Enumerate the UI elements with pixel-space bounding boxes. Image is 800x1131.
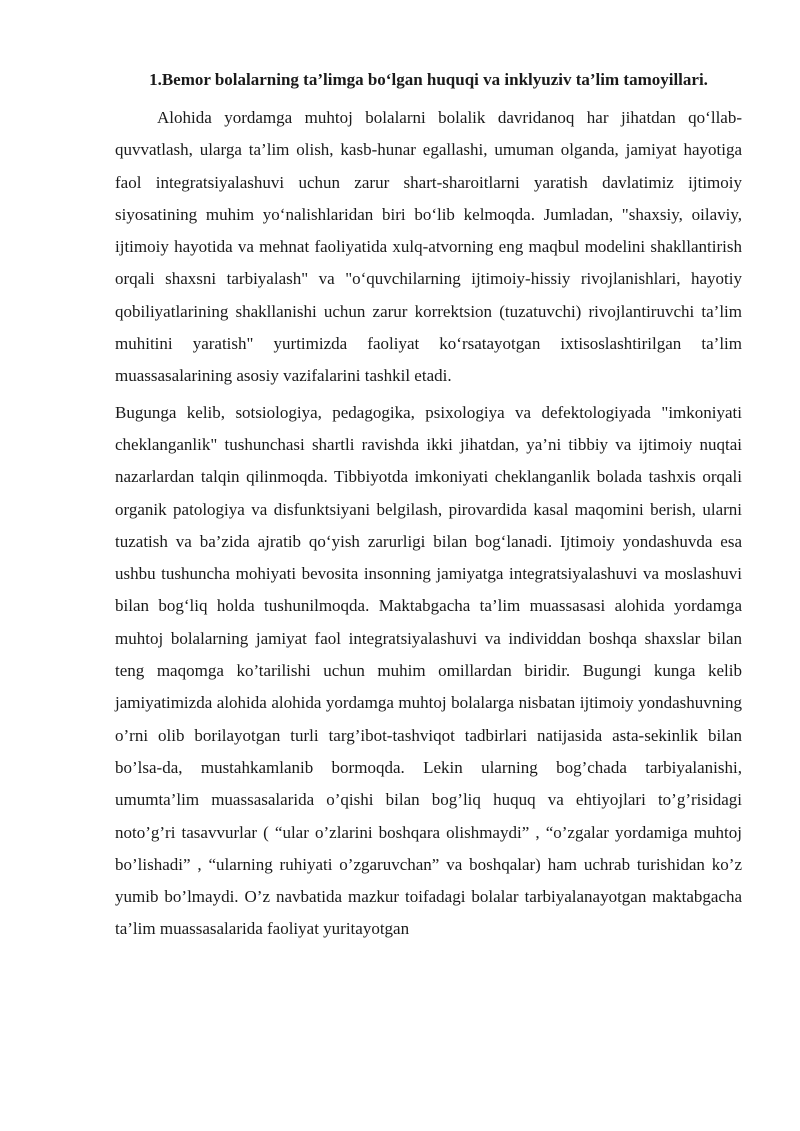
section-heading: 1.Bemor bolalarning ta’limga bo‘lgan huquqi va inklyuziv ta’lim tamoyillari. bbox=[149, 70, 708, 89]
document-page bbox=[115, 68, 742, 946]
paragraph-intro: Alohida yordamga muhtoj bolalarni bolalik davridanoq har jihatdan qo‘llab-quvvatlash, ularga ta’lim olish, kasb-hunar egallashi, umuman olganda, jamiyat hayotiga faol integratsiyalashuvi uchun zarur shart-sharoitlarni yaratish davlatimiz ijtimoiy siyosatining muhim yo‘nalishlaridan biri bo‘lib kelmoqda. Jumladan, "shaxsiy, oilaviy, ijtimoiy hayotida va mehnat faoliyatida xulq-atvorning eng maqbul modelini shakllantirish orqali shaxsni tarbiyalash" va "o‘quvchilarning ijtimoiy-hissiy rivojlanishlari, hayotiy qobiliyatlarining shakllanishi uchun zarur korrektsion (tuzatuvchi) rivojlantiruvchi ta’lim muhitini yaratish" yurtimizda faoliyat ko‘rsatayotgan ixtisoslashtirilgan ta’lim muassasalarining asosiy vazifalarini tashkil etadi. bbox=[115, 108, 742, 386]
paragraph-body: Bugunga kelib, sotsiologiya, pedagogika, psixologiya va defektologiyada "imkoniyati cheklanganlik" tushunchasi shartli ravishda ikki jihatdan, ya’ni tibbiy va ijtimoiy nuqtai nazarlardan talqin qilinmoqda. Tibbiyotda imkoniyati cheklanganlik bolada tashxis orqali organik patologiya va disfunktsiyani belgilash, pirovardida kasal maqomini berish, ularni tuzatish va ba’zida ajratib qo‘yish zarurligi bilan bog‘lanadi. Ijtimoiy yondashuvda esa ushbu tushuncha mohiyati bevosita insonning jamiyatga integratsiyalashuvi va moslashuvi bilan bog‘liq holda tushunilmoqda. Maktabgacha ta’lim muassasasi alohida yordamga muhtoj bolalarning jamiyat faol integratsiyalashuvi va individdan boshqa shaxslar bilan teng maqomga ko’tarilishi uchun muhim omillardan biridir. Bugungi kunga kelib jamiyatimizda alohida alohida yordamga muhtoj bolalarga nisbatan ijtimoiy yondashuvning o’rni olib borilayotgan turli targ’ibot-tashviqot tadbirlari natijasida asta-sekinlik bilan bo’lsa-da, mustahkamlanib bormoqda. Lekin ularning bog’chada tarbiyalanishi, umumta’lim muassasalarida o’qishi bilan bog’liq huquq va ehtiyojlari to’g’risidagi noto’g’ri tasavvurlar ( “ular o’zlarini boshqara olishmaydi” , “o’zgalar yordamiga muhtoj bo’lishadi” , “ularning ruhiyati o’zgaruvchan” va boshqalar) ham uchrab turishidan ko’z yumib bo’lmaydi. O’z navbatida mazkur toifadagi bolalar tarbiyalanayotgan maktabgacha ta’lim muassasalarida faoliyat yuritayotgan bbox=[115, 402, 742, 939]
